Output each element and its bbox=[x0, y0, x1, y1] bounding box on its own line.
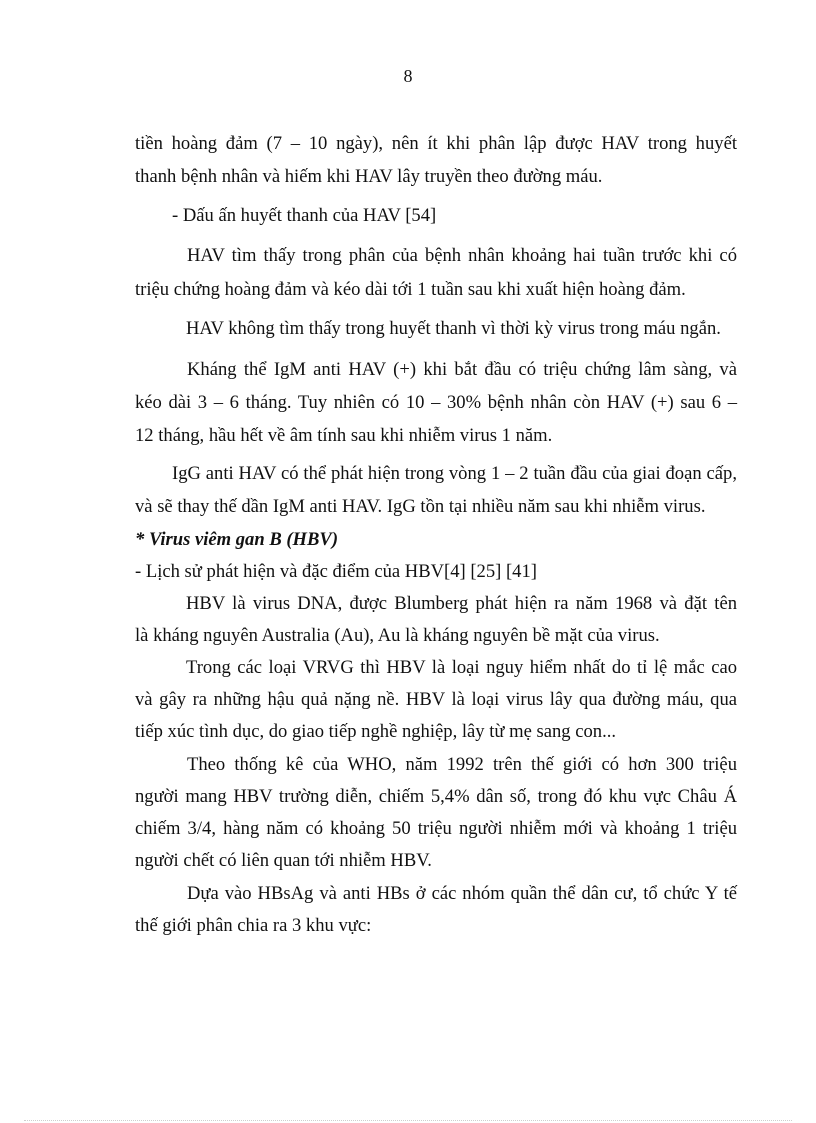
text-line: người chết có liên quan tới nhiễm HBV. bbox=[135, 850, 432, 871]
text-line: thế giới phân chia ra 3 khu vực: bbox=[135, 915, 372, 936]
text-line: 12 tháng, hầu hết về âm tính sau khi nhiễm virus 1 năm. bbox=[135, 425, 553, 446]
section-heading: - Dấu ấn huyết thanh của HAV [54] bbox=[172, 205, 437, 226]
text-line: Trong các loại VRVG thì HBV là loại nguy hiểm nhất do tỉ lệ mắc cao bbox=[186, 657, 737, 678]
text-line: triệu chứng hoàng đảm và kéo dài tới 1 tuần sau khi xuất hiện hoàng đảm. bbox=[135, 279, 686, 300]
text-line: chiếm 3/4, hàng năm có khoảng 50 triệu người nhiễm mới và khoảng 1 triệu bbox=[135, 818, 737, 839]
text-line: là kháng nguyên Australia (Au), Au là kháng nguyên bề mặt của virus. bbox=[135, 625, 660, 646]
text-line: Theo thống kê của WHO, năm 1992 trên thế giới có hơn 300 triệu bbox=[187, 754, 737, 775]
text-line: tiếp xúc tình dục, do giao tiếp nghề nghiệp, lây từ mẹ sang con... bbox=[135, 721, 617, 742]
text-line: HAV tìm thấy trong phân của bệnh nhân khoảng hai tuần trước khi có bbox=[187, 245, 737, 266]
text-line: HBV là virus DNA, được Blumberg phát hiện ra năm 1968 và đặt tên bbox=[186, 593, 737, 614]
text-line: và gây ra những hậu quả nặng nề. HBV là loại virus lây qua đường máu, qua bbox=[135, 689, 737, 710]
text-line: IgG anti HAV có thể phát hiện trong vòng 1 – 2 tuần đầu của giai đoạn cấp, bbox=[172, 463, 737, 484]
text-line: và sẽ thay thế dần IgM anti HAV. IgG tồn tại nhiều năm sau khi nhiễm virus. bbox=[135, 496, 706, 517]
page-bottom-divider bbox=[24, 1120, 792, 1121]
text-line: người mang HBV trường diễn, chiếm 5,4% dân số, trong đó khu vực Châu Á bbox=[135, 786, 737, 807]
subsection-heading: - Lịch sử phát hiện và đặc điểm của HBV[4] [25] [41] bbox=[135, 561, 537, 582]
text-line: kéo dài 3 – 6 tháng. Tuy nhiên có 10 – 30% bệnh nhân còn HAV (+) sau 6 – bbox=[135, 392, 737, 413]
text-line: Dựa vào HBsAg và anti HBs ở các nhóm quần thể dân cư, tổ chức Y tế bbox=[187, 883, 737, 904]
page-number: 8 bbox=[403, 66, 413, 86]
section-heading-hbv: * Virus viêm gan B (HBV) bbox=[135, 529, 339, 550]
text-line: HAV không tìm thấy trong huyết thanh vì thời kỳ virus trong máu ngắn. bbox=[186, 318, 721, 339]
text-line: Kháng thể IgM anti HAV (+) khi bắt đầu có triệu chứng lâm sàng, và bbox=[187, 359, 737, 380]
text-line: tiền hoàng đảm (7 – 10 ngày), nên ít khi phân lập được HAV trong huyết bbox=[135, 133, 737, 154]
text-line: thanh bệnh nhân và hiếm khi HAV lây truyền theo đường máu. bbox=[135, 166, 603, 187]
